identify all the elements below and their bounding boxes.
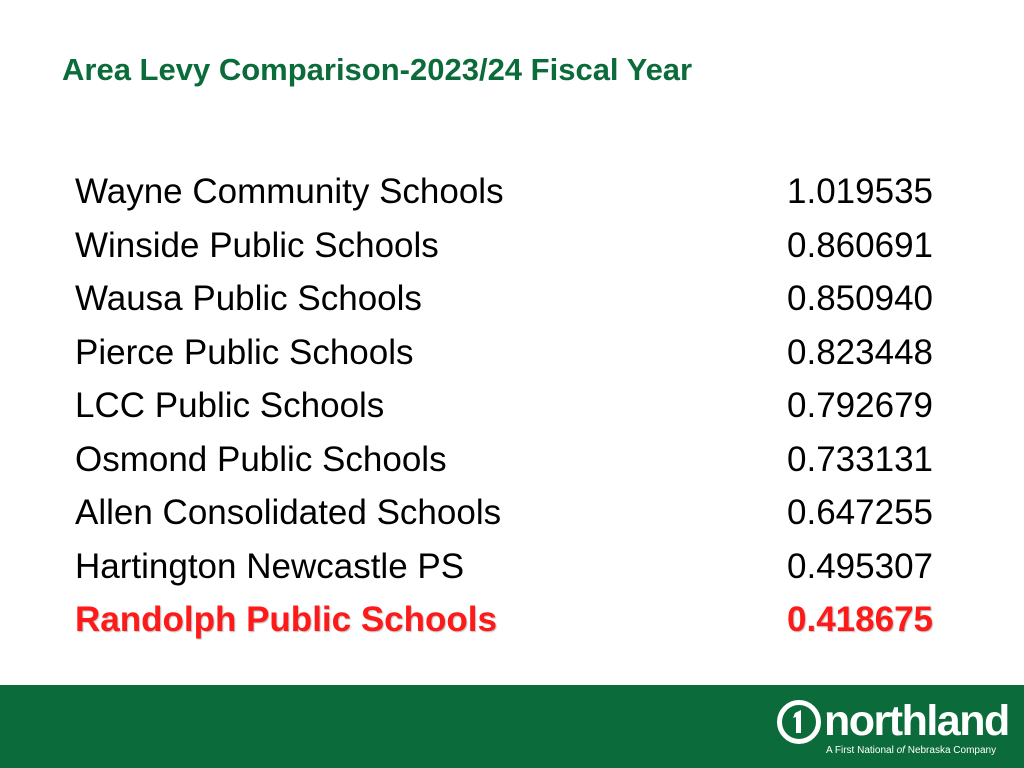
levy-value: 0.418675 bbox=[787, 600, 933, 639]
levy-row-osmond bbox=[75, 433, 935, 487]
school-name: Randolph Public Schools bbox=[75, 600, 497, 639]
levy-value: 0.792679 bbox=[787, 386, 933, 425]
levy-row-allen bbox=[75, 486, 935, 540]
levy-value: 0.647255 bbox=[787, 493, 933, 532]
levy-row-pierce bbox=[75, 326, 935, 380]
levy-value: 0.850940 bbox=[787, 279, 933, 318]
levy-table bbox=[75, 165, 935, 647]
levy-value: 0.495307 bbox=[787, 546, 933, 586]
northland-mark-icon bbox=[776, 699, 822, 745]
northland-logo bbox=[776, 697, 1012, 759]
levy-value: 0.733131 bbox=[787, 439, 933, 479]
tagline-prefix: A First National bbox=[826, 745, 897, 756]
school-name: Wausa Public Schools bbox=[75, 279, 422, 318]
levy-row-wayne bbox=[75, 165, 935, 219]
levy-row-lcc bbox=[75, 379, 935, 433]
levy-value: 0.823448 bbox=[787, 332, 933, 372]
levy-value: 1.019535 bbox=[787, 172, 933, 211]
levy-row-hartington bbox=[75, 540, 935, 594]
page-title: Area Levy Comparison-2023/24 Fiscal Year bbox=[62, 52, 693, 87]
logo-wordmark: northland bbox=[824, 697, 1009, 745]
school-name: Winside Public Schools bbox=[75, 225, 439, 265]
tagline-of: of bbox=[896, 745, 905, 756]
tagline-suffix: Nebraska Company bbox=[904, 745, 997, 756]
school-name: Hartington Newcastle PS bbox=[75, 546, 465, 586]
footer-bar bbox=[0, 685, 1024, 768]
levy-row-wausa bbox=[75, 272, 935, 326]
levy-value: 0.860691 bbox=[787, 225, 933, 265]
school-name: Wayne Community Schools bbox=[75, 172, 504, 211]
school-name: Osmond Public Schools bbox=[75, 439, 447, 479]
school-name: Pierce Public Schools bbox=[75, 332, 414, 372]
levy-row-winside bbox=[75, 219, 935, 273]
school-name: LCC Public Schools bbox=[75, 386, 385, 425]
school-name: Allen Consolidated Schools bbox=[75, 493, 502, 532]
logo-tagline bbox=[826, 745, 996, 756]
levy-row-randolph-highlighted bbox=[75, 593, 935, 647]
